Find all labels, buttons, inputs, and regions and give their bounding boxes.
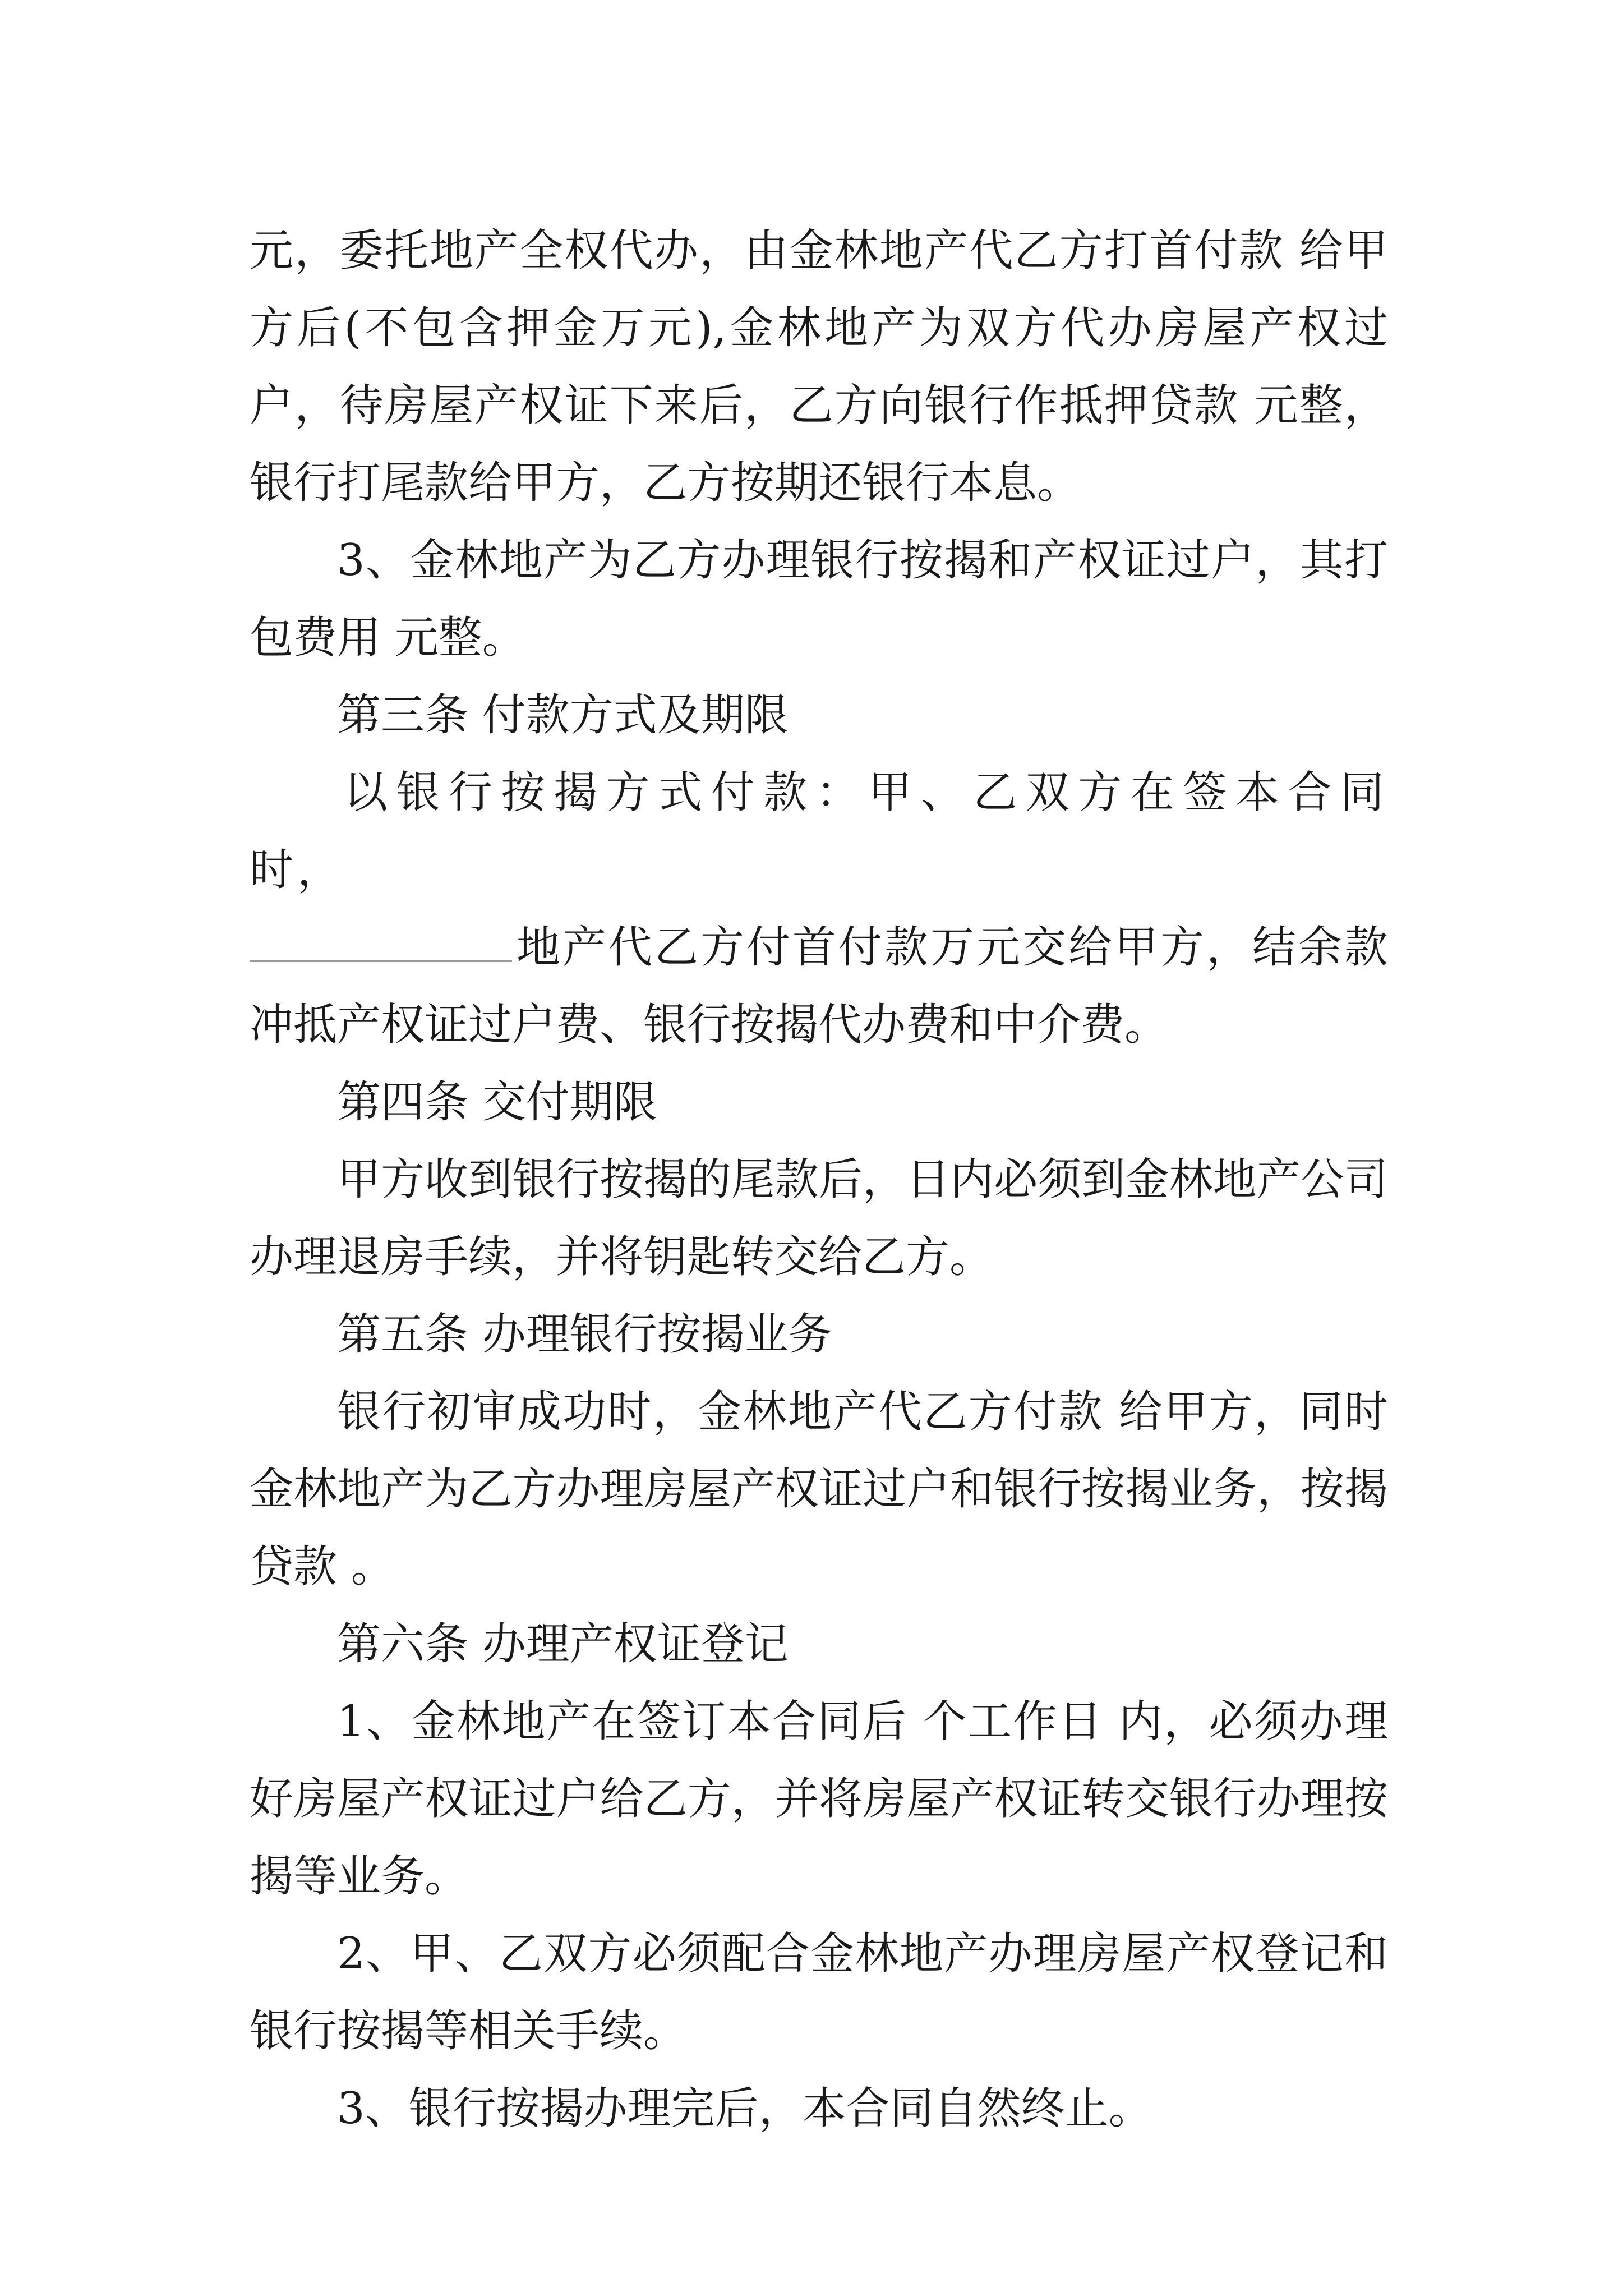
heading-article-4: 第四条 交付期限 xyxy=(337,1077,657,1128)
paragraph-registration-1: 1、金林地产在签订本合同后 个工作日 内，必须办理好房屋产权证过户给乙方，并将房屋产权证转交银行办理按揭等业务。 xyxy=(250,1696,1388,1902)
paragraph-payment-process: 元，委托地产全权代办，由金林地产代乙方打首付款 给甲方后(不包含押金万元),金林地产为双方代办房屋产权过户，待房屋产权证下来后，乙方向银行作抵押贷款 元整，银行打尾款给甲方，乙方按期还银行本息。 xyxy=(250,226,1388,508)
heading-article-3: 第三条 付款方式及期限 xyxy=(337,690,789,740)
payment-method-rest: 地产代乙方付首付款万元交给甲方，结余款冲抵产权证过户费、银行按揭代办费和中介费。 xyxy=(250,922,1388,1050)
paragraph-delivery: 甲方收到银行按揭的尾款后，日内必须到金林地产公司办理退房手续，并将钥匙转交给乙方。 xyxy=(250,1154,1388,1282)
blank-fill-line xyxy=(250,958,512,962)
heading-article-5: 第五条 办理银行按揭业务 xyxy=(337,1309,832,1360)
paragraph-package-fee: 3、金林地产为乙方办理银行按揭和产权证过户，其打包费用 元整。 xyxy=(250,535,1388,663)
paragraph-payment-method xyxy=(250,754,1388,909)
contract-text xyxy=(250,212,1388,2147)
paragraph-registration-3: 3、银行按揭办理完后，本合同自然终止。 xyxy=(337,2083,1152,2134)
paragraph-payment-method-cont xyxy=(250,909,1388,1064)
paragraph-mortgage: 银行初审成功时，金林地产代乙方付款 给甲方，同时金林地产为乙方办理房屋产权证过户和银行按揭业务，按揭贷款 。 xyxy=(250,1387,1388,1592)
paragraph-registration-2: 2、甲、乙双方必须配合金林地产办理房屋产权登记和银行按揭等相关手续。 xyxy=(250,1929,1388,2056)
heading-article-6: 第六条 办理产权证登记 xyxy=(337,1619,789,1669)
payment-method-line1: 以银行按揭方式付款：甲、乙双方在签本合同时， xyxy=(250,767,1388,895)
